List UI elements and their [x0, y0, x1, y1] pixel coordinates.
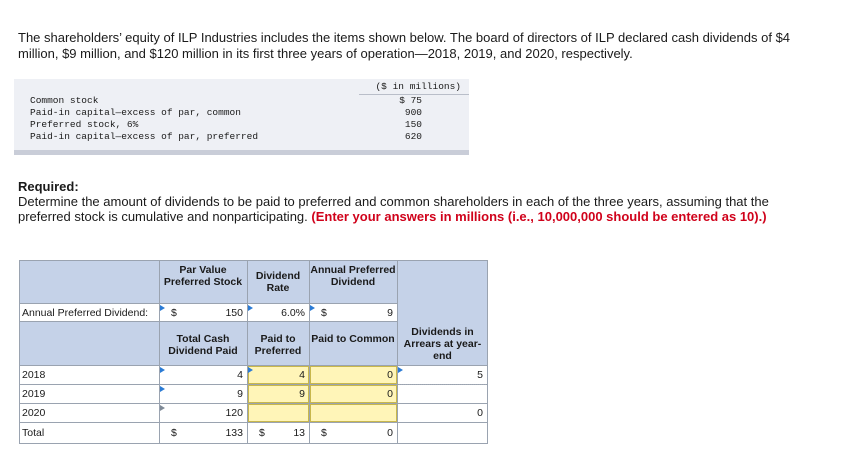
header-annual-preferred: Annual Preferred Dividend — [310, 264, 396, 288]
arrears-dotted-line — [397, 384, 488, 385]
arrears-cell[interactable]: 5 — [477, 369, 483, 381]
total-cash-cell[interactable]: 120 — [225, 407, 243, 419]
annual-row-label: Annual Preferred Dividend: — [22, 307, 149, 319]
required-text: Determine the amount of dividends to be paid to preferred and common shareholders in each of the three years, assuming that the preferred stock is cumulative and nonparticipating. — [18, 194, 769, 224]
equity-statement — [14, 79, 469, 155]
paid-preferred-value: 9 — [299, 388, 305, 400]
header-paid-preferred: Paid to Preferred — [254, 333, 302, 357]
statement-bottom-bar — [14, 150, 469, 155]
input-marker-icon — [160, 405, 165, 411]
header-par-value: Par Value Preferred Stock — [163, 264, 243, 288]
paid-preferred-value: 4 — [299, 369, 305, 381]
total-label: Total — [22, 427, 45, 439]
grid-line — [19, 443, 488, 444]
par-value-cell[interactable]: 150 — [225, 307, 243, 319]
input-marker-icon — [160, 367, 165, 373]
statement-row-label: Common stock — [30, 95, 99, 106]
dollar-sign: $ — [171, 307, 177, 319]
paid-preferred-input[interactable] — [248, 404, 309, 422]
header-dividend-rate: Dividend Rate — [255, 270, 301, 294]
input-marker-icon — [160, 386, 165, 392]
header-arrears: Dividends in Arrears at year-end — [403, 326, 482, 362]
year-label: 2019 — [22, 388, 46, 400]
grid-line — [19, 422, 488, 423]
dollar-sign: $ — [259, 427, 265, 439]
input-marker-icon — [248, 305, 253, 311]
header-total-cash: Total Cash Dividend Paid — [168, 333, 238, 357]
statement-row-label: Paid-in capital—excess of par, preferred — [30, 131, 259, 142]
dollar-sign: $ — [171, 427, 177, 439]
statement-row-value: $ 75 — [399, 95, 422, 106]
input-marker-icon — [398, 367, 403, 373]
paid-common-value: 0 — [387, 388, 393, 400]
total-cash-sum: 133 — [225, 427, 243, 439]
grid-line — [19, 260, 488, 261]
year-label: 2018 — [22, 369, 46, 381]
annual-preferred-cell[interactable]: 9 — [387, 307, 393, 319]
paid-preferred-sum: 13 — [293, 427, 305, 439]
dollar-sign: $ — [321, 427, 327, 439]
statement-row-value: 620 — [404, 131, 422, 142]
paid-common-value: 0 — [387, 369, 393, 381]
problem-intro: The shareholders’ equity of ILP Industries includes the items shown below. The board of directors of ILP declared cash dividends of $4 million, $9 million, and $120 million in its first three years of operation—2018, 2019, and 2020, respectively. — [18, 30, 791, 61]
statement-row — [30, 131, 470, 144]
total-cash-cell[interactable]: 4 — [237, 369, 243, 381]
input-marker-icon — [248, 367, 253, 373]
paid-common-input[interactable] — [310, 404, 397, 422]
arrears-cell[interactable]: 0 — [477, 407, 483, 419]
statement-row-value: 900 — [404, 107, 422, 118]
statement-row-label: Preferred stock, 6% — [30, 119, 139, 130]
header-paid-common: Paid to Common — [311, 333, 395, 345]
statement-row-value: 150 — [404, 119, 422, 130]
statement-header: ($ in millions) — [375, 81, 461, 92]
statement-row-label: Paid-in capital—excess of par, common — [30, 107, 241, 118]
input-marker-icon — [310, 305, 315, 311]
total-cash-cell[interactable]: 9 — [237, 388, 243, 400]
grid-line — [19, 303, 397, 304]
year-label: 2020 — [22, 407, 46, 419]
required-instruction: (Enter your answers in millions (i.e., 10,000,000 should be entered as 10).) — [311, 209, 767, 224]
dividend-grid — [19, 260, 488, 444]
required-title: Required: — [18, 179, 79, 194]
grid-line — [19, 321, 397, 322]
required-section — [18, 179, 818, 224]
grid-line — [19, 260, 20, 444]
paid-common-sum: 0 — [387, 427, 393, 439]
input-marker-icon — [160, 305, 165, 311]
dividend-rate-cell[interactable]: 6.0% — [281, 307, 305, 319]
dollar-sign: $ — [321, 307, 327, 319]
